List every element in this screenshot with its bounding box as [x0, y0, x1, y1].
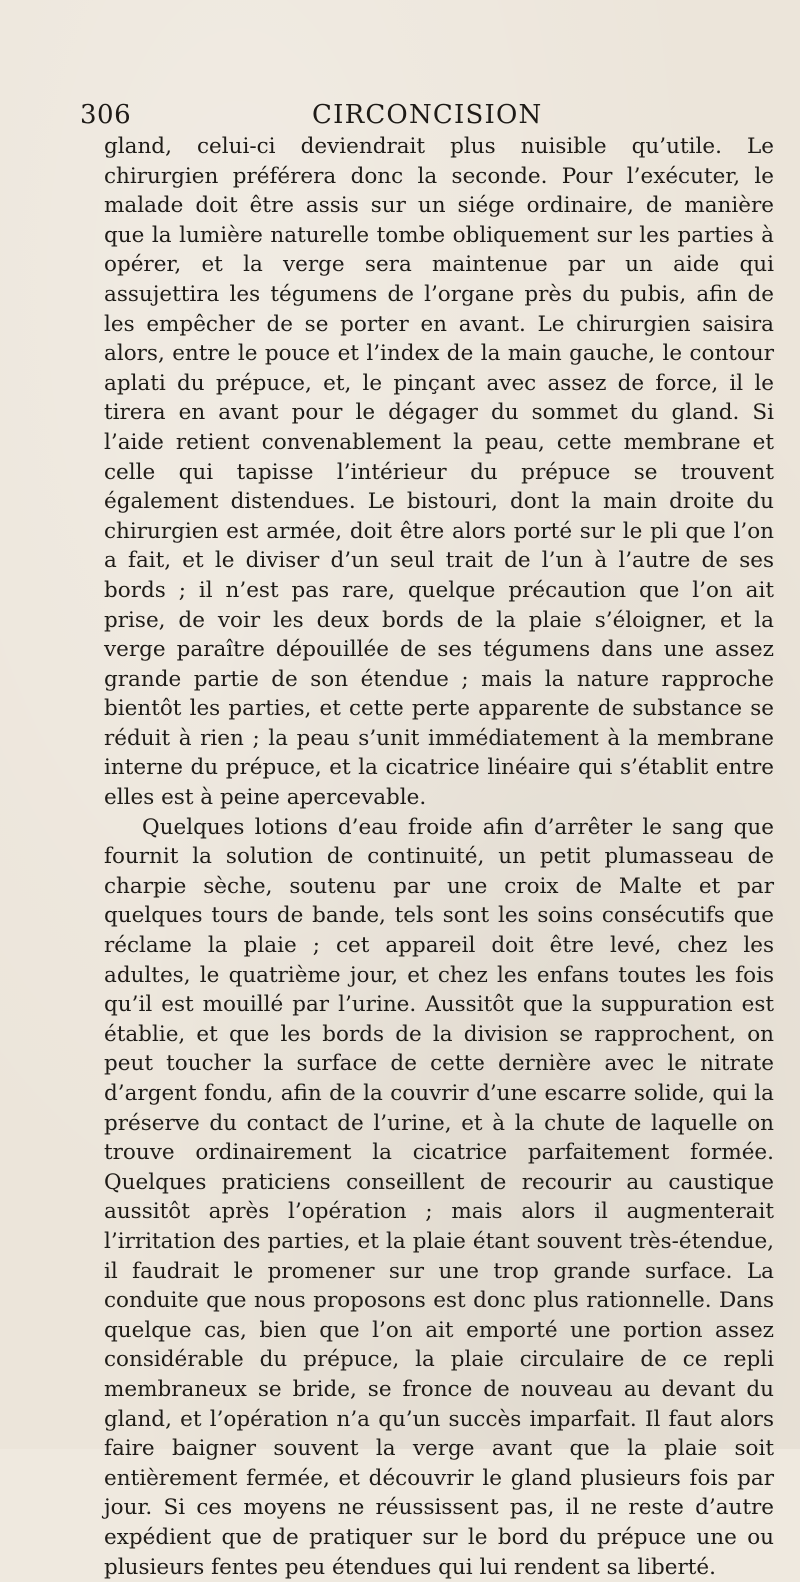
paragraph-aftercare: Quelques lotions d’eau froide afin d’arrêter le sang que fournit la solution de continuité, un petit plumasseau de charpie sèche, soutenu par une croix de Malte et par quelques tours de bande, tels sont les soins consécutifs que réclame la plaie ; cet appareil doit être levé, chez les adultes, le quatrième jour, et chez les enfans toutes les fois qu’il est mouillé par l’urine. Aussitôt que la suppuration est établie, et que les bords de la division se rapprochent, on peut toucher la surface de cette dernière avec le nitrate d’argent fondu, afin de la couvrir d’une escarre solide, qui la préserve du contact de l’urine, et à la chute de laquelle on trouve ordinairement la cicatrice parfaitement formée. Quelques praticiens conseillent de recourir au caustique aussitôt après l’opération ; mais alors il augmenterait l’irritation des parties, et la plaie étant souvent très-étendue, il faudrait le promener sur une trop grande surface. La conduite que nous proposons est donc plus rationnelle. Dans quelque cas, bien que l’on ait emporté une portion assez considérable du prépuce, la plaie circulaire de ce repli membraneux se bride, se fronce de nouveau au devant du gland, et l’opération n’a qu’un succès imparfait. Il faut alors faire baigner souvent la verge avant que la plaie soit entièrement fermée, et découvrir le gland plusieurs fois par jour. Si ces moyens ne réussissent pas, il ne reste d’autre expédient que de pratiquer sur le bord du prépuce une ou plusieurs fentes peu étendues qui lui rendent sa liberté. [104, 814, 774, 1580]
page-header [80, 100, 740, 134]
page-number: 306 [80, 100, 132, 130]
paragraph-continuation: gland, celui-ci deviendrait plus nuisible qu’utile. Le chirurgien préférera donc la seconde. Pour l’exécuter, le malade doit être assis sur un siége ordinaire, de manière que la lumière naturelle tombe obliquement sur les parties à opérer, et la verge sera maintenue par un aide qui assujettira les tégumens de l’organe près du pubis, afin de les empêcher de se porter en avant. Le chirurgien saisira alors, entre le pouce et l’index de la main gauche, le contour aplati du prépuce, et, le pinçant avec assez de force, il le tirera en avant pour le dégager du sommet du gland. Si l’aide retient convenablement la peau, cette membrane et celle qui tapisse l’intérieur du prépuce se trouvent également distendues. Le bistouri, dont la main droite du chirurgien est armée, doit être alors porté sur le pli que l’on a fait, et le diviser d’un seul trait de l’un à l’autre de ses bords ; il n’est pas rare, quelque précaution que l’on ait prise, de voir les deux bords de la plaie s’éloigner, et la verge paraître dépouillée de ses tégumens dans une assez grande partie de son étendue ; mais la nature rapproche bientôt les parties, et cette perte apparente de substance se réduit à rien ; la peau s’unit immédiatement à la membrane interne du prépuce, et la cicatrice linéaire qui s’établit entre elles est à peine apercevable. [104, 134, 774, 811]
running-title: CIRCONCISION [312, 100, 543, 130]
body-text [104, 132, 774, 1582]
